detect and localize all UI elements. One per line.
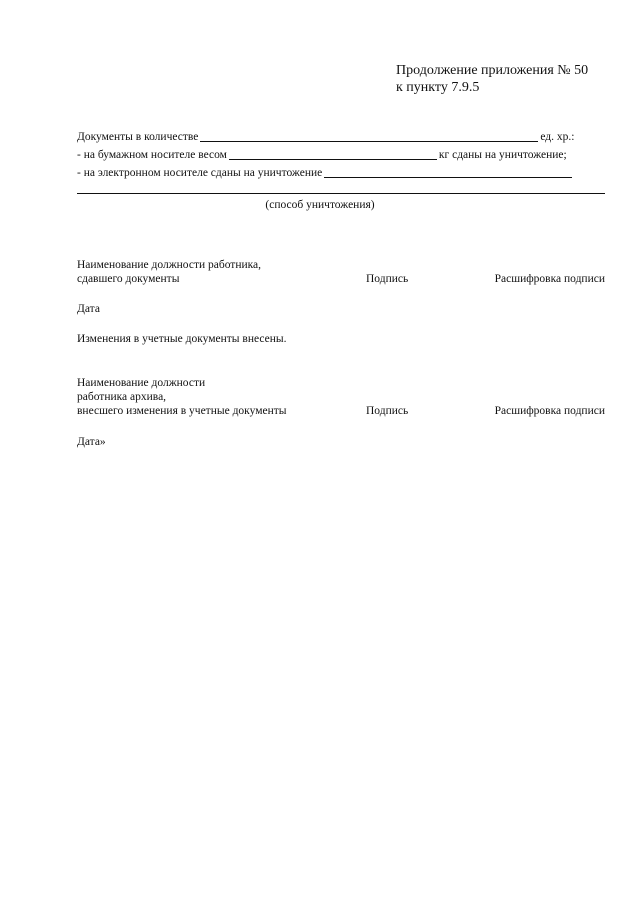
documents-count-unit: ед. хр.: (540, 131, 575, 143)
changes-note: Изменения в учетные документы внесены. (77, 333, 287, 345)
appendix-header (396, 62, 588, 96)
archive-signature-label: Подпись (366, 405, 409, 417)
handover-signature-decoding-label: Расшифровка подписи (494, 273, 605, 285)
electronic-line (77, 166, 574, 180)
handover-date-label: Дата (77, 303, 100, 315)
appendix-title: Продолжение приложения № 50 (396, 63, 589, 78)
appendix-clause: к пункту 7.9.5 (396, 80, 480, 95)
archive-position (77, 376, 286, 418)
documents-count-line (77, 130, 574, 144)
documents-count-field (200, 130, 538, 142)
archive-date-label: Дата» (77, 436, 106, 448)
handover-position-line1: Наименование должности работника, (77, 259, 262, 271)
archive-position-line2: работника архива, (77, 391, 167, 403)
destruction-method-rule (77, 193, 605, 194)
destruction-method-caption: (способ уничтожения) (265, 199, 375, 211)
paper-weight-label: - на бумажном носителе весом (77, 149, 227, 161)
archive-signature-decoding-label: Расшифровка подписи (494, 405, 605, 417)
handover-position-line2: сдавшего документы (77, 273, 180, 285)
electronic-field (324, 166, 572, 178)
paper-weight-field (229, 148, 437, 160)
archive-position-line3: внесшего изменения в учетные документы (77, 405, 287, 417)
documents-count-label: Документы в количестве (77, 131, 199, 143)
paper-weight-unit: кг сданы на уничтожение; (438, 149, 567, 161)
handover-position (77, 258, 261, 286)
electronic-label: - на электронном носителе сданы на уничтожение (77, 167, 323, 179)
handover-signature-label: Подпись (366, 273, 409, 285)
paper-weight-line (77, 148, 567, 162)
archive-position-line1: Наименование должности (77, 377, 206, 389)
